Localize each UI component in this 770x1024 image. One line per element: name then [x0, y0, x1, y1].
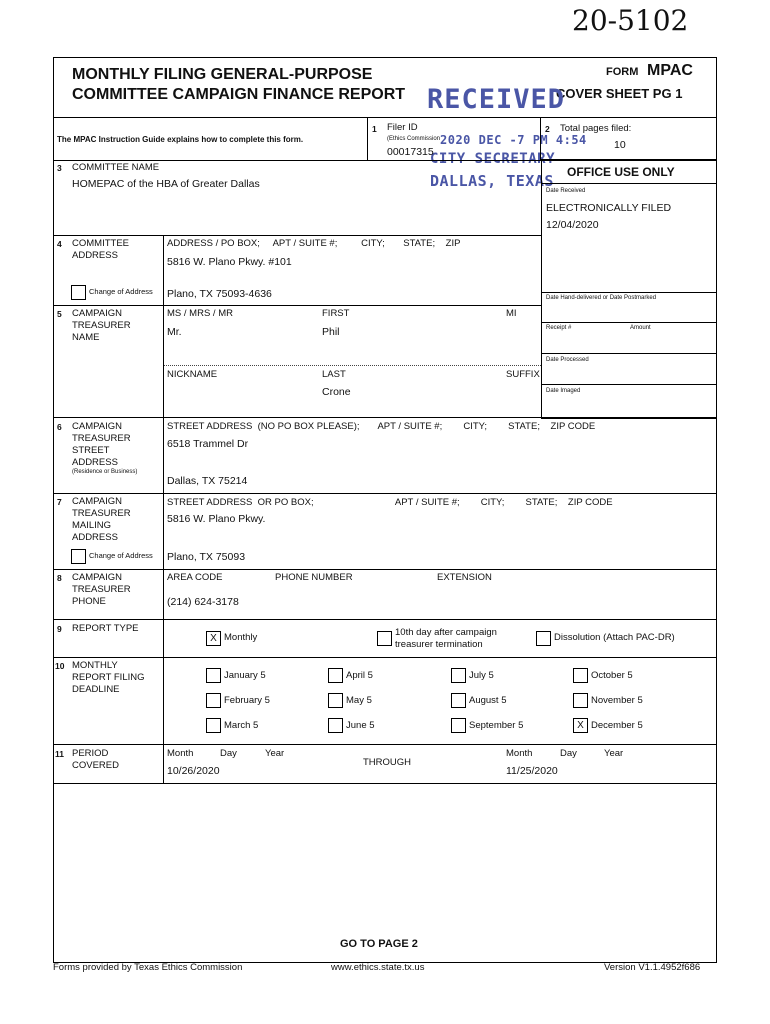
june-5-label: June 5 [346, 720, 375, 731]
divider [53, 305, 542, 306]
mailing-label4: ADDRESS [72, 532, 118, 543]
amount-label: Amount [630, 325, 651, 331]
suffix-label: SUFFIX [506, 369, 540, 380]
street-label2: TREASURER [72, 433, 131, 444]
august-5-checkbox[interactable] [451, 693, 466, 708]
deadline-label1: MONTHLY [72, 660, 118, 671]
last-label: LAST [322, 369, 346, 380]
filer-id-num: 1 [372, 124, 377, 134]
filer-id-sub: (Ethics Commission [387, 136, 441, 142]
divider [542, 183, 716, 184]
deadline-label2: REPORT FILING [72, 672, 145, 683]
receipt-label: Receipt # [546, 325, 572, 331]
section9-num: 9 [57, 624, 62, 634]
date-received-label: Date Received [546, 188, 586, 194]
termination-label-2: treasurer termination [395, 639, 483, 650]
phone-label2: TREASURER [72, 584, 131, 595]
june-5-checkbox[interactable] [328, 718, 343, 733]
footer-version: Version V1.1.4952f686 [604, 962, 701, 973]
april-5-checkbox[interactable] [328, 668, 343, 683]
stamp-office: CITY SECRETARY [430, 151, 556, 167]
mailing-line2: Plano, TX 75093 [167, 551, 246, 563]
committee-address-header: ADDRESS / PO BOX; APT / SUITE #; CITY; STATE; ZIP [167, 238, 461, 249]
divider [53, 657, 716, 658]
received-stamp: RECEIVED [427, 84, 566, 115]
section4-num: 4 [57, 239, 62, 249]
mailing-change-checkbox[interactable] [71, 549, 86, 564]
divider [53, 493, 716, 494]
august-5-label: August 5 [469, 695, 507, 706]
mailing-label1: CAMPAIGN [72, 496, 122, 507]
report-type-label: REPORT TYPE [72, 623, 139, 634]
from-month-label: Month [167, 748, 194, 759]
divider [53, 417, 716, 418]
section8-num: 8 [57, 573, 62, 583]
phone-number-label: PHONE NUMBER [275, 572, 353, 583]
divider [542, 292, 716, 293]
mailing-line1: 5816 W. Plano Pkwy. [167, 513, 266, 525]
mailing-change-label: Change of Address [89, 551, 153, 560]
section6-num: 6 [57, 422, 62, 432]
street-line1: 6518 Trammel Dr [167, 438, 249, 450]
divider [53, 744, 716, 745]
total-pages-label: Total pages filed: [560, 123, 632, 134]
imaged-label: Date Imaged [546, 388, 581, 394]
september-5-checkbox[interactable] [451, 718, 466, 733]
divider [53, 569, 716, 570]
extension-label: EXTENSION [437, 572, 492, 583]
section5-num: 5 [57, 309, 62, 319]
street-label4: ADDRESS [72, 457, 118, 468]
electronically-filed: ELECTRONICALLY FILED [546, 202, 672, 214]
filer-id-value: 00017315 [387, 146, 434, 158]
label-column-divider [163, 235, 164, 783]
period-label2: COVERED [72, 760, 119, 771]
section3-num: 3 [57, 163, 62, 173]
change-of-address-label: Change of Address [89, 287, 153, 296]
october-5-label: October 5 [591, 670, 633, 681]
november-5-checkbox[interactable] [573, 693, 588, 708]
first-value: Phil [322, 326, 340, 338]
april-5-label: April 5 [346, 670, 373, 681]
dotted-divider [164, 365, 541, 366]
mailing-label2: TREASURER [72, 508, 131, 519]
october-5-checkbox[interactable] [573, 668, 588, 683]
handwritten-filing-number: 20-5102 [572, 4, 689, 37]
mi-label: MI [506, 308, 517, 319]
divider [542, 353, 716, 354]
nickname-label: NICKNAME [167, 369, 218, 380]
through-label: THROUGH [363, 757, 412, 768]
may-5-checkbox[interactable] [328, 693, 343, 708]
treasurer-name-label2: TREASURER [72, 320, 131, 331]
monthly-label: Monthly [224, 632, 258, 643]
divider [53, 783, 716, 784]
street-label5: (Residence or Business) [72, 469, 138, 475]
stamp-date: 2020 DEC -7 PM 4:54 [440, 133, 587, 147]
committee-name-value: HOMEPAC of the HBA of Greater Dallas [72, 178, 260, 190]
phone-value: (214) 624-3178 [167, 596, 239, 608]
section7-num: 7 [57, 497, 62, 507]
february-5-label: February 5 [224, 695, 270, 706]
termination-checkbox[interactable] [377, 631, 392, 646]
form-title-line1: MONTHLY FILING GENERAL-PURPOSE [72, 66, 373, 83]
phone-label3: PHONE [72, 596, 106, 607]
office-use-title: OFFICE USE ONLY [567, 165, 675, 179]
phone-label1: CAMPAIGN [72, 572, 122, 583]
january-5-label: January 5 [224, 670, 266, 681]
instruction-text: The MPAC Instruction Guide explains how to complete this form. [57, 135, 304, 144]
form-word: FORM [606, 66, 639, 78]
divider [367, 118, 368, 160]
july-5-label: July 5 [469, 670, 494, 681]
december-5-checkbox[interactable]: X [573, 718, 588, 733]
hand-delivered-label: Date Hand-delivered or Date Postmarked [546, 295, 657, 301]
committee-address-line2: Plano, TX 75093-4636 [167, 288, 272, 300]
deadline-label3: DEADLINE [72, 684, 120, 695]
committee-address-line1: 5816 W. Plano Pkwy. #101 [167, 256, 292, 268]
go-to-page-2: GO TO PAGE 2 [340, 938, 418, 950]
september-5-label: September 5 [469, 720, 524, 731]
processed-label: Date Processed [546, 357, 589, 363]
electronically-filed-date: 12/04/2020 [546, 219, 599, 231]
to-month-label: Month [506, 748, 533, 759]
march-5-checkbox[interactable] [206, 718, 221, 733]
period-label1: PERIOD [72, 748, 109, 759]
total-pages-num: 2 [545, 124, 550, 134]
street-label1: CAMPAIGN [72, 421, 122, 432]
to-year-label: Year [604, 748, 624, 759]
stamp-city: DALLAS, TEXAS [430, 172, 554, 190]
street-header: STREET ADDRESS (NO PO BOX PLEASE); APT / SUITE #; CITY; STATE; ZIP CODE [167, 421, 596, 432]
street-label3: STREET [72, 445, 110, 456]
change-of-address-checkbox[interactable] [71, 285, 86, 300]
footer-url: www.ethics.state.tx.us [331, 962, 425, 973]
mailing-label3: MAILING [72, 520, 112, 531]
monthly-checkbox[interactable]: X [206, 631, 221, 646]
footer-left: Forms provided by Texas Ethics Commission [53, 962, 243, 973]
street-line2: Dallas, TX 75214 [167, 475, 248, 487]
divider [53, 235, 542, 236]
divider [540, 118, 541, 160]
committee-address-label2: ADDRESS [72, 250, 118, 261]
january-5-checkbox[interactable] [206, 668, 221, 683]
to-day-label: Day [560, 748, 577, 759]
divider [542, 322, 716, 323]
march-5-label: March 5 [224, 720, 259, 731]
ms-label: MS / MRS / MR [167, 308, 233, 319]
february-5-checkbox[interactable] [206, 693, 221, 708]
filer-id-label: Filer ID [387, 122, 418, 133]
first-label: FIRST [322, 308, 350, 319]
from-year-label: Year [265, 748, 285, 759]
divider [53, 117, 716, 118]
may-5-label: May 5 [346, 695, 372, 706]
form-title-line2: COMMITTEE CAMPAIGN FINANCE REPORT [72, 86, 406, 103]
section11-num: 11 [55, 749, 64, 759]
treasurer-name-label3: NAME [72, 332, 100, 343]
period-to-value: 11/25/2020 [506, 765, 558, 777]
total-pages-value: 10 [614, 139, 626, 151]
divider [542, 384, 716, 385]
ms-value: Mr. [167, 326, 182, 338]
cover-sheet-label: COVER SHEET PG 1 [556, 86, 683, 101]
committee-address-label1: COMMITTEE [72, 238, 129, 249]
december-5-label: December 5 [591, 720, 643, 731]
from-day-label: Day [220, 748, 237, 759]
treasurer-name-label1: CAMPAIGN [72, 308, 122, 319]
july-5-checkbox[interactable] [451, 668, 466, 683]
form-code: MPAC [647, 62, 693, 79]
section10-num: 10 [55, 661, 65, 671]
dissolution-label: Dissolution (Attach PAC-DR) [554, 632, 675, 643]
november-5-label: November 5 [591, 695, 643, 706]
dissolution-checkbox[interactable] [536, 631, 551, 646]
period-from-value: 10/26/2020 [167, 765, 220, 777]
mailing-header: STREET ADDRESS OR PO BOX; APT / SUITE #; CITY; STATE; ZIP CODE [167, 497, 613, 508]
area-code-label: AREA CODE [167, 572, 223, 583]
office-use-box [541, 159, 717, 419]
committee-name-label: COMMITTEE NAME [72, 162, 160, 173]
last-value: Crone [322, 386, 351, 398]
termination-label-1: 10th day after campaign [395, 627, 497, 638]
divider [53, 619, 716, 620]
